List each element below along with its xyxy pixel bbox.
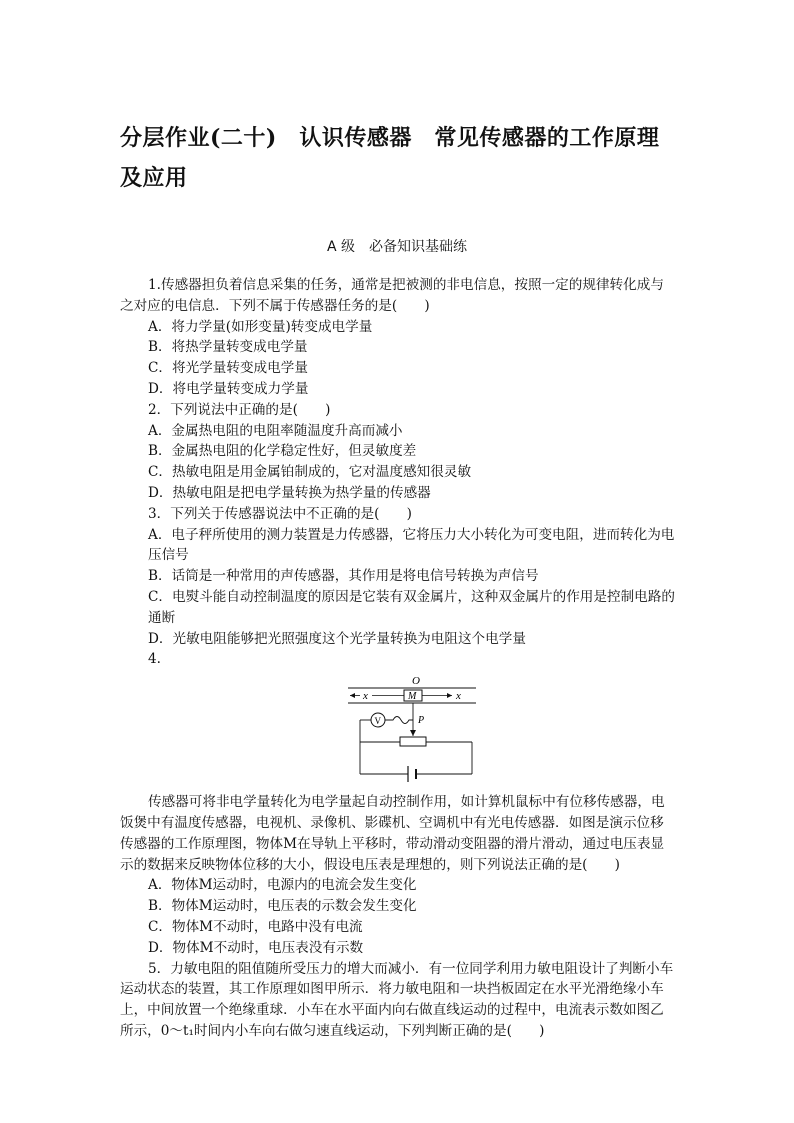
question-5: [120, 959, 676, 1042]
question-1: [120, 275, 676, 400]
option-b: B．金属热电阻的化学稳定性好，但灵敏度差: [148, 443, 417, 460]
option-a: A．电子秤所使用的测力装置是力传感器，它将压力大小转化为可变电阻，进而转化为电压信号: [148, 526, 675, 564]
option-b: B．话筒是一种常用的声传感器，其作用是将电信号转换为声信号: [148, 568, 539, 585]
option-c: C．电熨斗能自动控制温度的原因是它装有双金属片，这种双金属片的作用是控制电路的通断: [148, 588, 675, 626]
option-c: C．热敏电阻是用金属铂制成的，它对温度感知很灵敏: [148, 464, 472, 481]
option-b: B．将热学量转变成电学量: [148, 339, 308, 356]
lead-wire: [385, 717, 413, 724]
label-o: O: [412, 675, 420, 688]
label-m: M: [408, 691, 417, 703]
option-a: A．金属热电阻的电阻率随温度升高而减小: [148, 422, 403, 439]
slider-tip: [410, 730, 416, 736]
rheostat: [400, 737, 426, 746]
arrow-left-head: [350, 693, 355, 698]
option-d: D．光敏电阻能够把光照强度这个光学量转换为电阻这个电学量: [148, 630, 526, 647]
option-b: B．物体M运动时，电压表的示数会发生变化: [148, 898, 417, 915]
question-2: [120, 400, 676, 504]
label-p: P: [418, 715, 425, 727]
option-a: A．将力学量(如形变量)转变成电学量: [148, 318, 373, 335]
label-x-right: x: [456, 690, 461, 703]
option-c: C．物体M不动时，电路中没有电流: [148, 918, 363, 935]
question-stem: 3．下列关于传感器说法中不正确的是( ): [148, 505, 412, 522]
section-heading: A 级 必备知识基础练: [326, 239, 468, 255]
question-stem: 5．力敏电阻的阻值随所受压力的增大而减小．有一位同学利用力敏电阻设计了判断小车运动状态的装置，其工作原理如图甲所示．将力敏电阻和一块挡板固定在水平光滑绝缘小车上，中间放置一个绝缘重球．小车在水平面内向右做直线运动的过程中，电流表示数如图乙所示，0～t₁时间内小车向右做匀速直线运动，下列判断正确的是( ): [120, 960, 674, 1039]
page-title: 分层作业(二十) 认识传感器 常见传感器的工作原理及应用: [120, 125, 660, 191]
question-4: [120, 649, 676, 958]
displacement-sensor-diagram: [348, 672, 478, 790]
label-v: V: [374, 716, 381, 727]
arrow-right-head: [447, 693, 452, 698]
question-stem: 2．下列说法中正确的是( ): [148, 401, 331, 418]
question-stem: 1.传感器担负着信息采集的任务，通常是把被测的非电信息，按照一定的规律转化成与之对应的电信息．下列不属于传感器任务的是( ): [120, 277, 664, 314]
label-x-left: x: [363, 690, 368, 703]
option-d: D．热敏电阻是把电学量转换为热学量的传感器: [148, 484, 431, 501]
option-c: C．将光学量转变成电学量: [148, 360, 308, 377]
option-d: D．将电学量转变成力学量: [148, 380, 309, 397]
question-number: 4.: [148, 651, 161, 668]
question-list: [120, 275, 676, 1042]
question-stem: 传感器可将非电学量转化为电学量起自动控制作用，如计算机鼠标中有位移传感器，电饭煲中有温度传感器，电视机、录像机、影碟机、空调机中有光电传感器．如图是演示位移传感器的工作原理图，物体M在导轨上平移时，带动滑动变阻器的滑片滑动，通过电压表显示的数据来反映物体位移的大小，假设电压表是理想的，则下列说法正确的是( ): [120, 794, 665, 873]
option-d: D．物体M不动时，电压表没有示数: [148, 939, 364, 956]
circuit-figure: [120, 672, 676, 790]
option-a: A．物体M运动时，电源内的电流会发生变化: [148, 877, 417, 894]
question-3: [120, 504, 676, 650]
